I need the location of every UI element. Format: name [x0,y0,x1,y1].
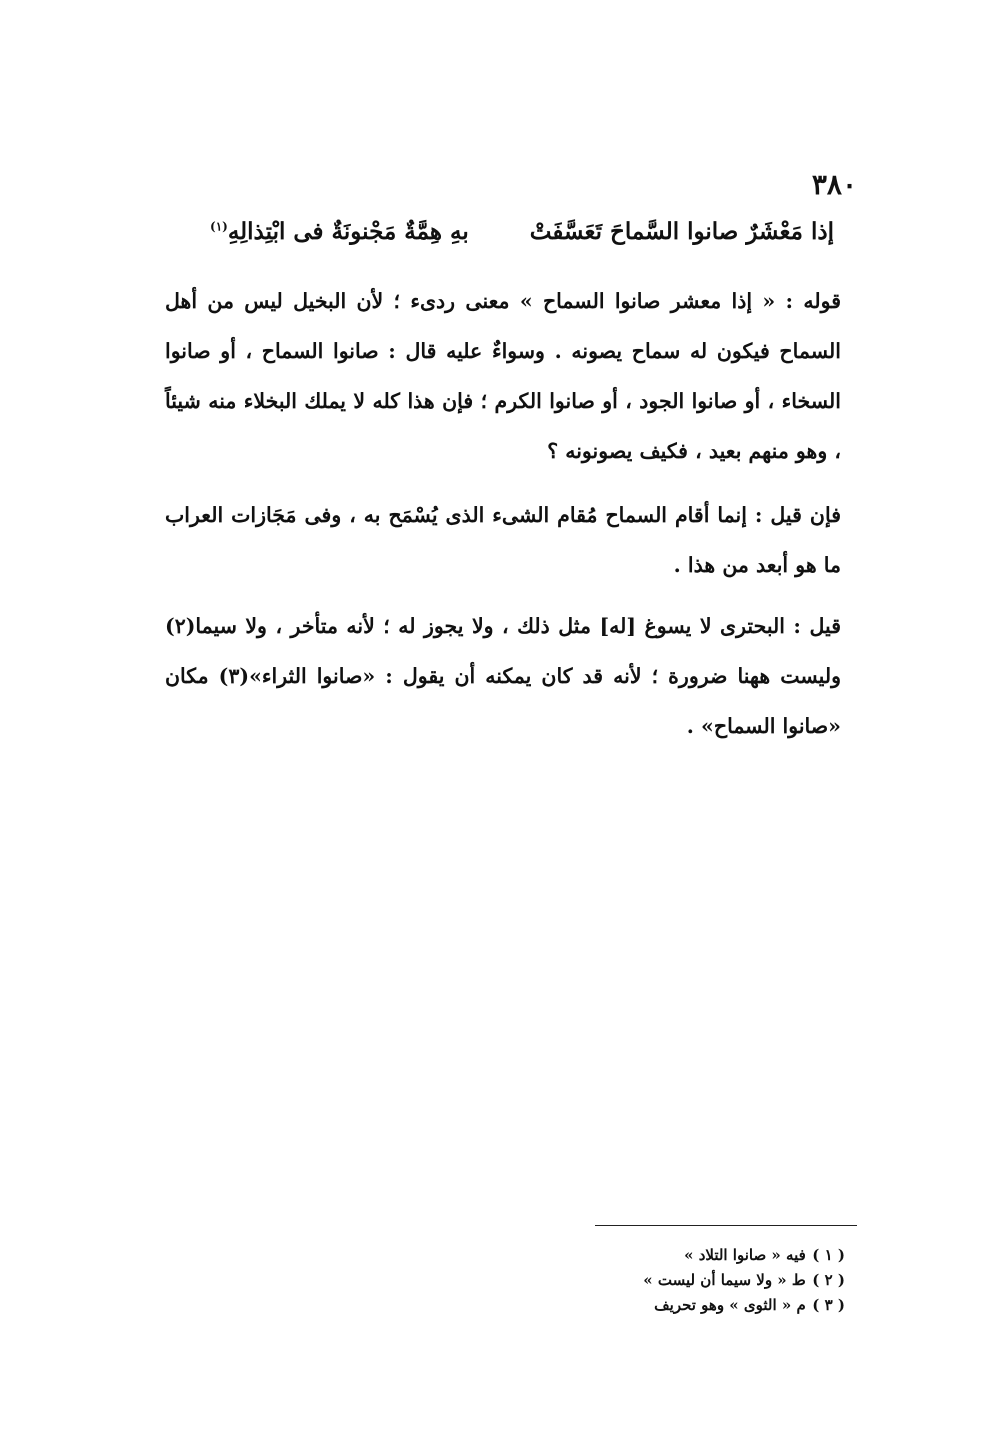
footnote-2 [605,1268,845,1293]
verse-second-hemistich: بهِ هِمَّةٌ مَجْنونَةٌ فى ابْتِذالِهِ$^{(١)}$ [210,218,469,245]
footnote-number: ( ٣ ) [812,1296,845,1314]
footnote-reference: (١) [210,219,228,234]
footnote-text: م « الثوى » وهو تحريف [654,1296,806,1314]
footnote-divider [595,1225,857,1226]
footnote-1 [605,1243,845,1268]
poetry-verse [160,218,840,262]
page-number: ٣٨٠ [811,168,857,201]
paragraph-objection: فإن قيل : إنما أقام السماح مُقام الشىء الذى يُسْمَح به ، وفى مَجَازات العراب ما هو أبعد من هذا . [165,503,841,577]
footnote-number: ( ١ ) [812,1246,845,1264]
footnote-number: ( ٢ ) [812,1271,845,1289]
paragraph-reply: قيل : البحترى لا يسوغ [له] مثل ذلك ، ولا يجوز له ؛ لأنه متأخر ، ولا سيما(٢) وليست ههنا ضرورة ؛ لأنه قد كان يمكنه أن يقول : «صانوا الثراء»(٣) مكان «صانوا السماح» . [165,614,841,738]
footnote-3 [605,1293,845,1318]
paragraph-commentary: قوله : « إذا معشر صانوا السماح » معنى ردىء ؛ لأن البخيل ليس من أهل السماح فيكون له سماح يصونه . وسواءٌ عليه قال : صانوا السماح ، أو صانوا السخاء ، أو صانوا الجود ، أو صانوا الكرم ؛ فإن هذا كله لا يملك البخلاء منه شيئاً ، وهو منهم بعيد ، فكيف يصونونه ؟ [165,289,841,463]
verse-first-hemistich: إذا مَعْشَرٌ صانوا السَّماحَ تَعَسَّفَتْ [529,218,834,245]
footnotes-section [605,1243,845,1318]
footnote-text: فيه « صانوا التلاد » [684,1246,806,1264]
footnote-text: ط « ولا سيما أن ليست » [643,1271,806,1289]
